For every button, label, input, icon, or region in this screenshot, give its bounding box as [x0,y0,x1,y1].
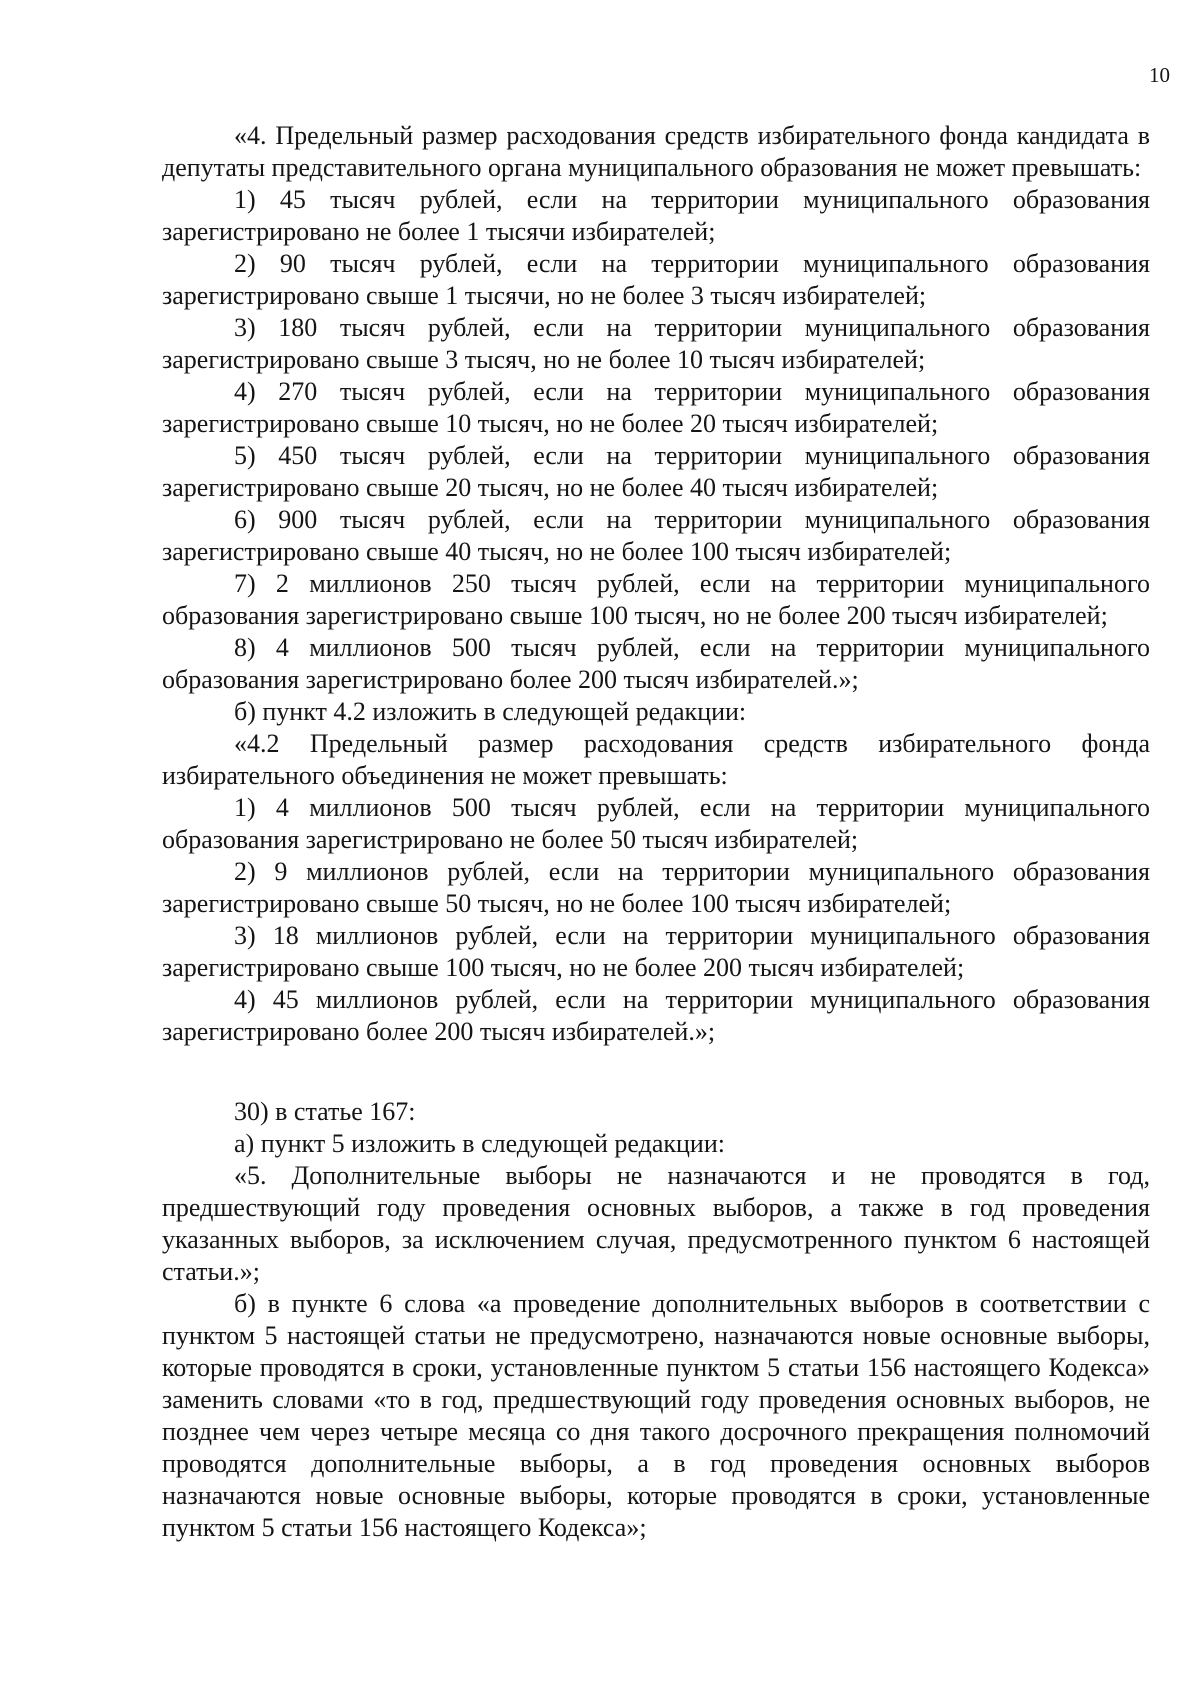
paragraph-4-item-5: 5) 450 тысяч рублей, если на территории муниципального образования зарегистрировано свыше 20 тысяч, но не более 40 тысяч избирателей; [162,441,1150,502]
paragraph-4-2-item-2: 2) 9 миллионов рублей, если на территории муниципального образования зарегистрировано свыше 50 тысяч, но не более 100 тысяч избирателей; [162,857,1150,918]
section-gap [162,1048,1150,1096]
paragraph-4-2-item-4: 4) 45 миллионов рублей, если на территории муниципального образования зарегистрировано более 200 тысяч избирателей.»; [162,985,1150,1046]
paragraph-4-2-item-3: 3) 18 миллионов рублей, если на территории муниципального образования зарегистрировано свыше 100 тысяч, но не более 200 тысяч избирателей; [162,921,1150,982]
paragraph-4-item-3: 3) 180 тысяч рублей, если на территории муниципального образования зарегистрировано свыше 3 тысяч, но не более 10 тысяч избирателей; [162,313,1150,374]
page-number: 10 [1149,63,1170,87]
paragraph-4-item-7: 7) 2 миллионов 250 тысяч рублей, если на территории муниципального образования зарегистрировано свыше 100 тысяч, но не более 200 тысяч избирателей; [162,569,1150,630]
paragraph-4-2-item-1: 1) 4 миллионов 500 тысяч рублей, если на территории муниципального образования зарегистрировано не более 50 тысяч избирателей; [162,793,1150,854]
paragraph-4-intro: «4. Предельный размер расходования средств избирательного фонда кандидата в депутаты представительного органа муниципального образования не может превышать: [162,121,1150,182]
paragraph-4-item-6: 6) 900 тысяч рублей, если на территории муниципального образования зарегистрировано свыше 40 тысяч, но не более 100 тысяч избирателей; [162,505,1150,566]
article-167-heading: 30) в статье 167: [234,1097,416,1126]
paragraph-4-item-4: 4) 270 тысяч рублей, если на территории муниципального образования зарегистрировано свыше 10 тысяч, но не более 20 тысяч избирателей; [162,377,1150,438]
paragraph-4-item-2: 2) 90 тысяч рублей, если на территории муниципального образования зарегистрировано свыше 1 тысячи, но не более 3 тысяч избирателей; [162,249,1150,310]
paragraph-4-item-1: 1) 45 тысяч рублей, если на территории муниципального образования зарегистрировано не более 1 тысячи избирателей; [162,185,1150,246]
paragraph-4-item-8: 8) 4 миллионов 500 тысяч рублей, если на территории муниципального образования зарегистрировано более 200 тысяч избирателей.»; [162,633,1150,694]
subpoint-b-text: б) в пункте 6 слова «а проведение дополнительных выборов в соответствии с пунктом 5 настоящей статьи не предусмотрено, назначаются новые основные выборы, которые проводятся в сроки, установленные пунктом 5 статьи 156 настоящего Кодекса» заменить словами «то в год, предшествующий году проведения основных выборов, не позднее чем через четыре месяца со дня такого досрочного прекращения полномочий проводятся дополнительные выборы, а в год проведения основных выборов назначаются новые основные выборы, которые проводятся в сроки, установленные пунктом 5 статьи 156 настоящего Кодекса»; [162,1289,1150,1542]
subpoint-a-heading: а) пункт 5 изложить в следующей редакции: [234,1129,725,1158]
document-body [162,120,1150,1544]
paragraph-5-text: «5. Дополнительные выборы не назначаются и не проводятся в год, предшествующий году проведения основных выборов, а также в год проведения указанных выборов, за исключением случая, предусмотренного пунктом 6 настоящей статьи.»; [162,1161,1150,1286]
subpoint-b-heading: б) пункт 4.2 изложить в следующей редакции: [234,697,747,726]
paragraph-4-2-intro: «4.2 Предельный размер расходования средств избирательного фонда избирательного объединения не может превышать: [162,729,1150,790]
